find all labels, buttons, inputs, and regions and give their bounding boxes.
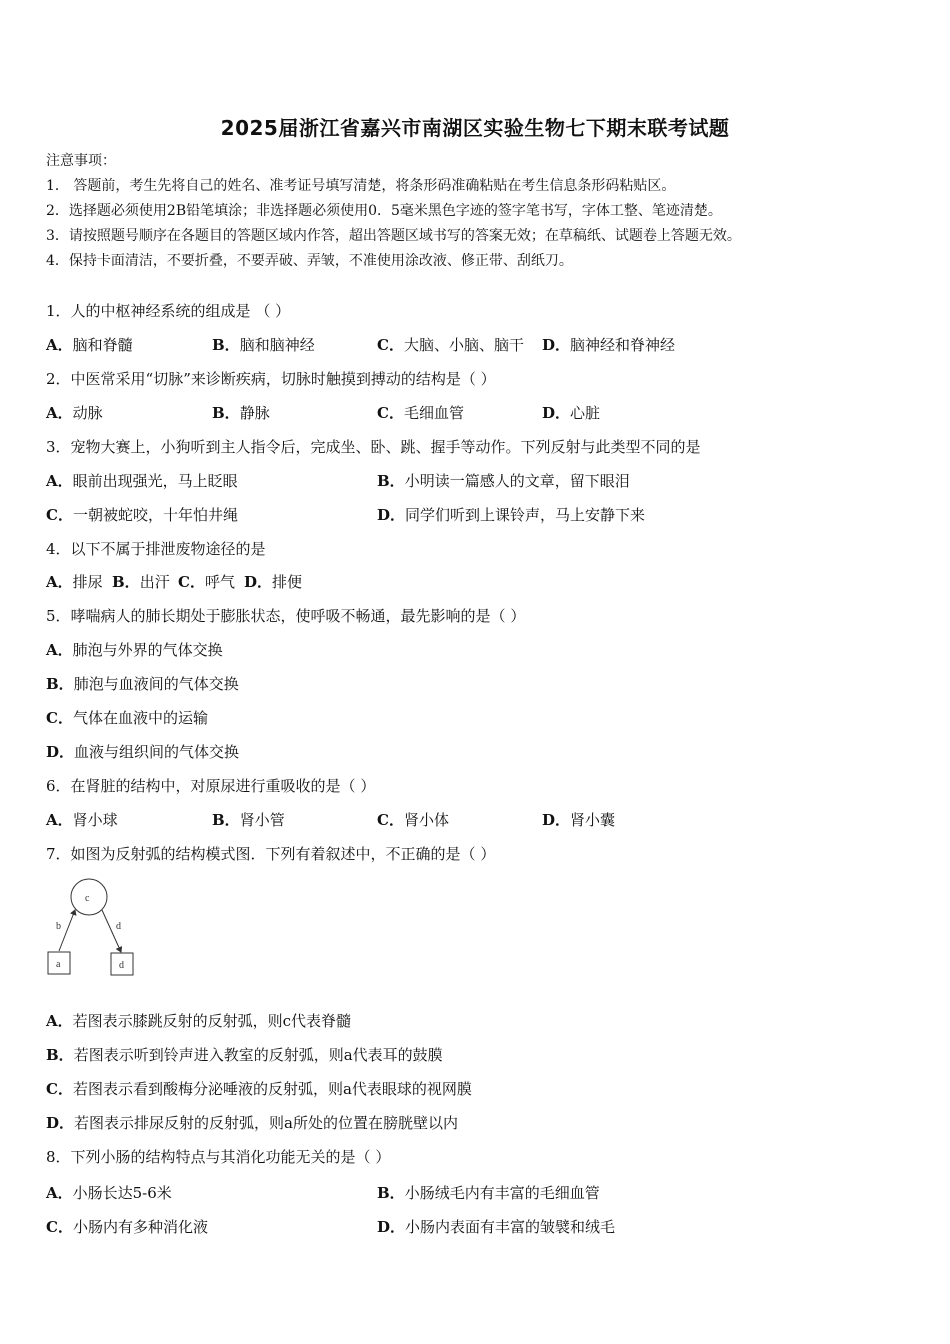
reflex-arc-diagram [44,872,140,982]
option-a [46,471,238,491]
label-d-box: d [119,960,124,971]
option-label: B． [46,675,74,693]
question-stem: 4．以下不属于排泄废物途径的是 [46,540,266,558]
option-label: A． [46,641,73,659]
option-text: 若图表示膝跳反射的反射弧，则c代表脊髓 [72,1012,352,1030]
option-text: 肾小管 [239,811,285,829]
option-label: A． [46,336,73,354]
option-label: A． [46,1012,73,1030]
option-label: D． [244,573,273,591]
option-label: B． [112,573,140,591]
option-text: 小肠长达5-6米 [72,1184,172,1202]
option-b [212,335,315,355]
option-text: 排便 [272,573,303,591]
option-b [212,403,270,423]
question-stem: 5．哮喘病人的肺长期处于膨胀状态，使呼吸不畅通，最先影响的是（ ） [46,607,526,625]
option-text: 小肠绒毛内有丰富的毛细血管 [404,1184,600,1202]
option-c [46,1217,208,1237]
notice-item: 3．请按照题号顺序在各题目的答题区域内作答，超出答题区域书写的答案无效；在草稿纸、试题卷上答题无效。 [46,228,741,244]
option-c [46,1079,472,1099]
option-text: 眼前出现强光，马上眨眼 [72,472,238,490]
option-a [46,335,133,355]
option-text: 肺泡与血液间的气体交换 [73,675,239,693]
option-text: 呼气 [204,573,235,591]
option-a [46,403,103,423]
option-text: 肾小球 [72,811,118,829]
option-a [46,1011,351,1031]
option-c [46,505,238,525]
option-a [46,640,223,660]
option-c [377,335,524,355]
option-label: D． [542,811,571,829]
option-label: C． [377,336,404,354]
option-a [46,572,103,592]
question-stem: 2．中医常采用“切脉”来诊断疾病，切脉时触摸到搏动的结构是（ ） [46,370,496,388]
option-label: B． [46,1046,74,1064]
option-text: 同学们听到上课铃声，马上安静下来 [405,506,646,524]
option-label: D． [377,506,406,524]
reflex-arc-svg [44,872,140,982]
option-d [542,810,615,830]
option-b [46,674,239,694]
option-text: 脑神经和脊神经 [570,336,676,354]
option-label: B． [212,404,240,422]
option-d [377,1217,615,1237]
option-text: 心脏 [570,404,601,422]
option-label: B． [212,811,240,829]
option-d [46,742,239,762]
option-label: C． [377,404,404,422]
option-text: 静脉 [239,404,270,422]
option-text: 肺泡与外界的气体交换 [72,641,223,659]
option-c [377,403,464,423]
option-label: C． [46,709,73,727]
afferent-arrow [59,910,75,951]
option-a [46,1183,172,1203]
option-b [46,1045,443,1065]
notice-item: 2．选择题必须使用2B铅笔填涂；非选择题必须使用0．5毫米黑色字迹的签字笔书写，字体工整、笔迹清楚。 [46,203,722,219]
option-b [377,1183,600,1203]
option-label: C． [46,1218,73,1236]
option-label: A． [46,573,73,591]
question-stem: 1．人的中枢神经系统的组成是 （ ） [46,302,291,320]
question-stem: 8．下列小肠的结构特点与其消化功能无关的是（ ） [46,1148,391,1166]
option-label: A． [46,404,73,422]
option-c [178,572,235,592]
option-text: 脑和脑神经 [239,336,315,354]
option-text: 小肠内有多种消化液 [72,1218,208,1236]
page-title: 2025届浙江省嘉兴市南湖区实验生物七下期末联考试题 [220,116,730,140]
option-label: C． [377,811,404,829]
option-text: 血液与组织间的气体交换 [74,743,240,761]
option-d [46,1113,458,1133]
label-b: b [56,921,61,932]
option-text: 出汗 [139,573,170,591]
option-d [542,403,600,423]
option-text: 若图表示排尿反射的反射弧，则a所处的位置在膀胱壁以内 [74,1114,458,1132]
option-label: D． [542,404,571,422]
question-stem: 7．如图为反射弧的结构模式图．下列有着叙述中，不正确的是（ ） [46,845,496,863]
option-text: 小明读一篇感人的文章，留下眼泪 [404,472,630,490]
question-stem: 6．在肾脏的结构中，对原尿进行重吸收的是（ ） [46,777,376,795]
option-text: 毛细血管 [403,404,464,422]
option-label: D． [46,1114,75,1132]
notice-item: 4．保持卡面清洁，不要折叠，不要弄破、弄皱，不准使用涂改液、修正带、刮纸刀。 [46,253,573,269]
option-text: 一朝被蛇咬，十年怕井绳 [72,506,238,524]
option-b [212,810,285,830]
option-text: 肾小囊 [570,811,616,829]
option-text: 动脉 [72,404,103,422]
option-text: 大脑、小脑、脑干 [403,336,524,354]
option-text: 肾小体 [403,811,449,829]
option-text: 脑和脊髓 [72,336,133,354]
option-d [542,335,675,355]
option-label: D． [542,336,571,354]
option-label: D． [46,743,75,761]
option-d [377,505,645,525]
option-c [46,708,208,728]
option-label: B． [377,1184,405,1202]
option-d [244,572,302,592]
option-label: C． [178,573,205,591]
option-label: C． [46,506,73,524]
notice-heading: 注意事项： [46,153,116,169]
label-c: c [85,893,90,904]
option-b [377,471,630,491]
option-label: A． [46,811,73,829]
option-a [46,810,118,830]
notice-item: 1． 答题前，考生先将自己的姓名、准考证号填写清楚，将条形码准确粘贴在考生信息条形码粘贴区。 [46,178,676,194]
option-text: 气体在血液中的运输 [72,709,208,727]
question-stem: 3．宠物大赛上，小狗听到主人指令后，完成坐、卧、跳、握手等动作。下列反射与此类型不同的是 [46,438,701,456]
label-d-arrow: d [116,921,121,932]
option-label: B． [377,472,405,490]
option-label: C． [46,1080,73,1098]
option-label: D． [377,1218,406,1236]
option-text: 若图表示看到酸梅分泌唾液的反射弧，则a代表眼球的视网膜 [72,1080,472,1098]
option-b [112,572,170,592]
option-label: B． [212,336,240,354]
option-text: 小肠内表面有丰富的皱襞和绒毛 [405,1218,616,1236]
label-a: a [56,959,61,970]
option-text: 排尿 [72,573,103,591]
option-text: 若图表示听到铃声进入教室的反射弧，则a代表耳的鼓膜 [73,1046,443,1064]
option-c [377,810,449,830]
option-label: A． [46,472,73,490]
option-label: A． [46,1184,73,1202]
